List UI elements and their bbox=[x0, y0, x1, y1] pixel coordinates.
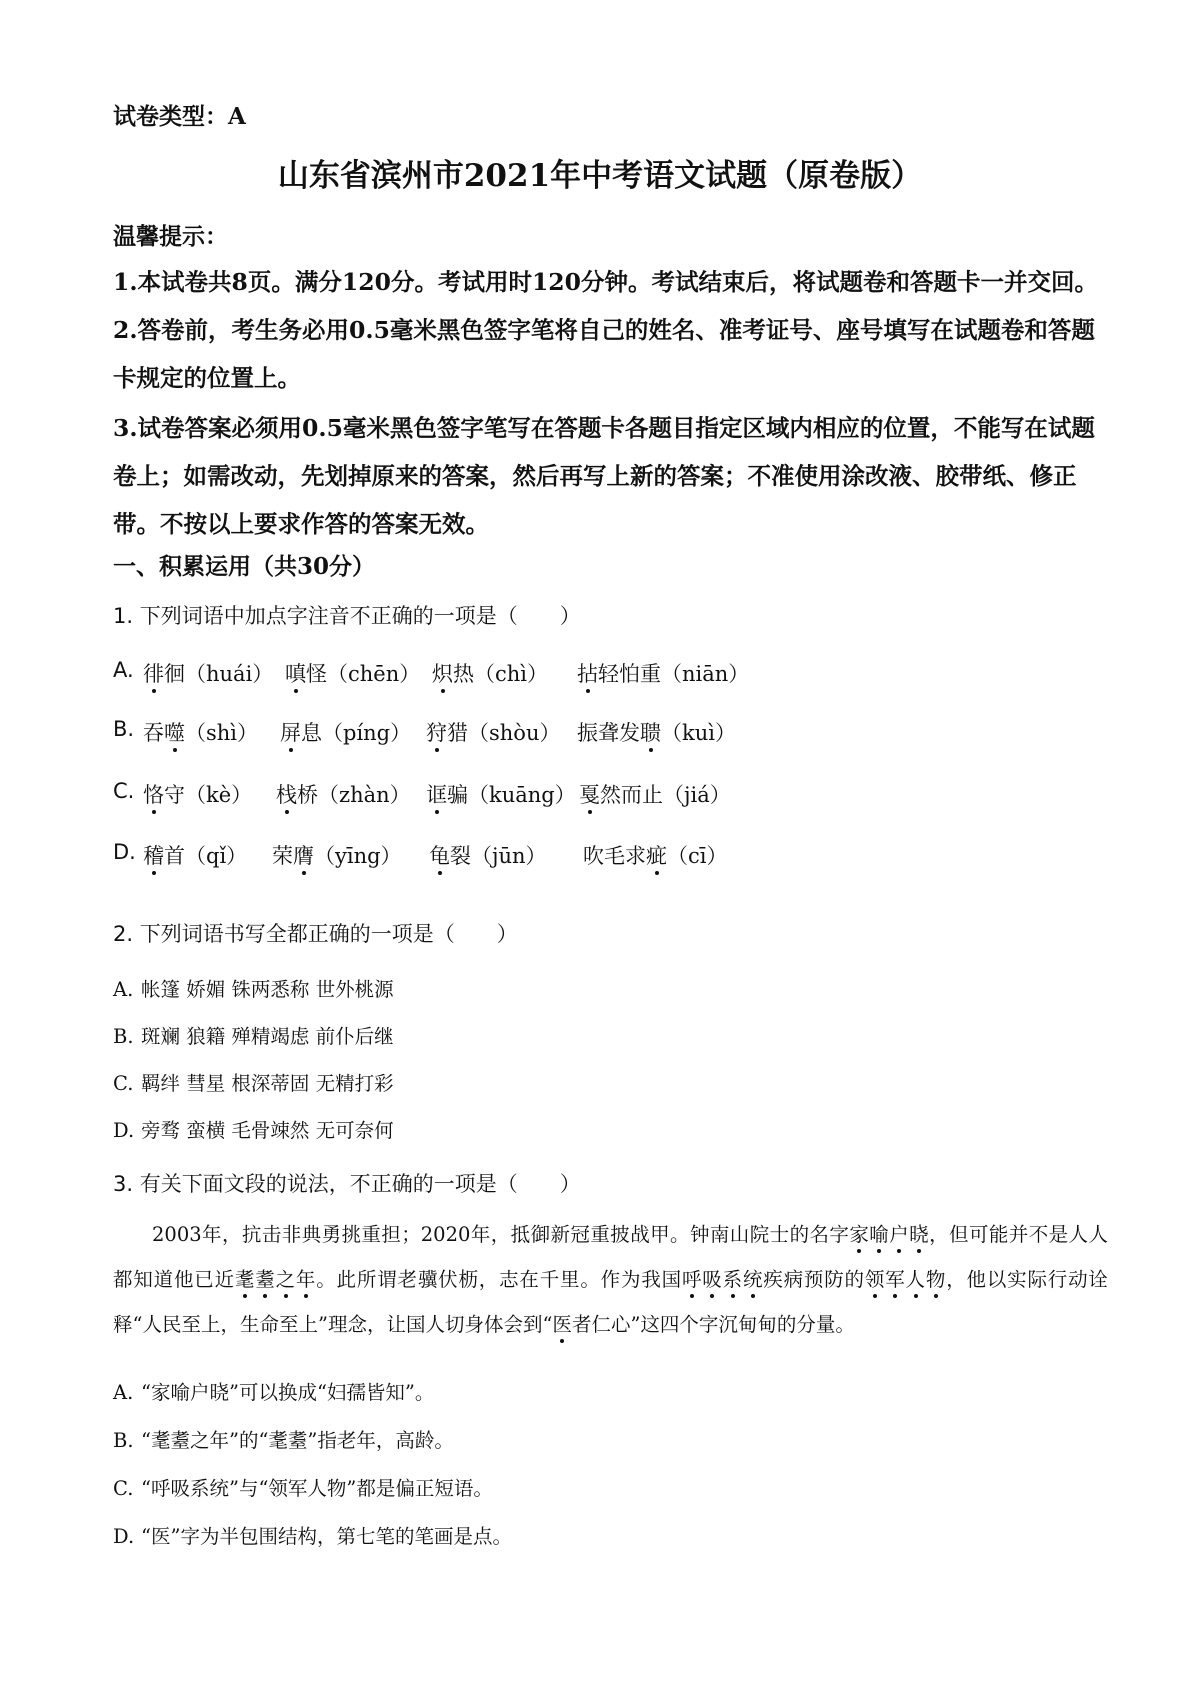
option-letter: C. bbox=[113, 779, 135, 803]
dotted-char: 戛 bbox=[579, 783, 600, 807]
dotted-char: 家 bbox=[849, 1223, 870, 1246]
dotted-char: 疵 bbox=[646, 844, 667, 868]
dotted-char: 龟 bbox=[429, 844, 450, 868]
q3-stem: 3. 有关下面文段的说法，不正确的一项是（ ） bbox=[113, 1172, 581, 1196]
dotted-char: 栈 bbox=[276, 783, 297, 807]
word-part: 猎（shòu） bbox=[447, 721, 561, 745]
word-part: （yīng） bbox=[314, 844, 402, 868]
page-title: 山东省滨州市2021年中考语文试题（原卷版） bbox=[277, 158, 923, 194]
q2-option-a bbox=[113, 974, 394, 1002]
option-text: 旁骛 蛮横 毛骨竦然 无可奈何 bbox=[141, 1119, 394, 1142]
dotted-char: 耋 bbox=[255, 1268, 276, 1291]
q1-option-c bbox=[113, 779, 731, 807]
option-letter: A. bbox=[113, 1381, 134, 1404]
dotted-char: 嗔 bbox=[285, 662, 306, 686]
option-letter: A. bbox=[113, 658, 134, 682]
word-part: 桥（zhàn） bbox=[297, 783, 411, 807]
q1-word bbox=[143, 779, 252, 809]
word-part: 息（píng） bbox=[301, 721, 412, 745]
q1-word bbox=[429, 840, 547, 870]
passage-dotted bbox=[865, 1268, 946, 1291]
dotted-char: 军 bbox=[885, 1268, 906, 1291]
dotted-char: 年 bbox=[295, 1268, 317, 1291]
option-text: 帐篷 娇媚 铢两悉称 世外桃源 bbox=[141, 978, 394, 1001]
dotted-char: 喻 bbox=[869, 1223, 890, 1246]
q3-option-b bbox=[113, 1425, 454, 1453]
option-text: “耄耋之年”的“耄耋”指老年，高龄。 bbox=[141, 1429, 454, 1452]
option-text: 羁绊 彗星 根深蒂固 无精打彩 bbox=[141, 1072, 394, 1095]
q1-option-b bbox=[113, 717, 736, 745]
option-letter: B. bbox=[113, 1429, 134, 1452]
dotted-char: 物 bbox=[925, 1268, 947, 1291]
q1-word bbox=[579, 779, 731, 809]
dotted-char: 屏 bbox=[280, 721, 301, 745]
q1-word bbox=[280, 717, 411, 747]
word-part: （shì） bbox=[185, 721, 259, 745]
option-letter: C. bbox=[113, 1072, 134, 1095]
passage-text: 2003年，抗击非典勇挑重担；2020年，抵御新冠重披战甲。钟南山院士的名字 bbox=[152, 1223, 850, 1246]
dotted-char: 耄 bbox=[234, 1268, 256, 1291]
q2-option-b bbox=[113, 1021, 394, 1049]
q1-word bbox=[276, 779, 411, 809]
notice-item-3: 3.试卷答案必须用0.5毫米黑色签字笔写在答题卡各题目指定区域内相应的位置，不能写在试题卷上；如需改动，先划掉原来的答案，然后再写上新的答案；不准使用涂改液、胶带纸、修正带。不按以上要求作答的答案无效。 bbox=[113, 414, 1095, 538]
word-part: 裂（jūn） bbox=[450, 844, 547, 868]
q1-word bbox=[577, 717, 736, 747]
option-text: 斑斓 狼籍 殚精竭虑 前仆后继 bbox=[141, 1025, 394, 1048]
passage-text: 者仁心”这四个字沉甸甸的分量。 bbox=[571, 1313, 855, 1336]
paper-type: 试卷类型：A bbox=[113, 103, 246, 130]
option-letter: D. bbox=[113, 1119, 135, 1142]
q1-stem: 1. 下列词语中加点字注音不正确的一项是（ ） bbox=[113, 604, 581, 628]
dotted-char: 统 bbox=[742, 1268, 764, 1291]
q1-word bbox=[143, 658, 273, 688]
dotted-char: 呼 bbox=[681, 1268, 703, 1291]
q3-passage bbox=[113, 1212, 1108, 1347]
passage-dotted bbox=[235, 1268, 316, 1291]
word-part: 怪（chēn） bbox=[306, 662, 421, 686]
dotted-char: 晓 bbox=[909, 1223, 930, 1246]
word-part: （kuì） bbox=[661, 721, 736, 745]
q1-word bbox=[285, 658, 420, 688]
option-text: “呼吸系统”与“领军人物”都是偏正短语。 bbox=[141, 1477, 493, 1500]
word-part: 振聋发 bbox=[577, 721, 640, 745]
passage-text: ，但可能并不是人人都知道他已近 bbox=[113, 1223, 1108, 1291]
dotted-char: 恪 bbox=[143, 783, 164, 807]
q1-word bbox=[426, 717, 560, 747]
option-letter: A. bbox=[113, 978, 134, 1001]
dotted-char: 聩 bbox=[640, 721, 661, 745]
q1-word bbox=[583, 840, 727, 870]
dotted-char: 户 bbox=[889, 1223, 910, 1246]
q3-option-c bbox=[113, 1473, 493, 1501]
dotted-char: 炽 bbox=[432, 662, 453, 686]
word-part: 然而止（jiá） bbox=[600, 783, 731, 807]
q3-option-a bbox=[113, 1377, 434, 1405]
dotted-char: 拈 bbox=[577, 662, 598, 686]
passage-dotted bbox=[552, 1313, 572, 1336]
option-letter: D. bbox=[113, 840, 136, 864]
word-part: 守（kè） bbox=[164, 783, 253, 807]
q2-option-d bbox=[113, 1115, 394, 1143]
notice-label: 温馨提示： bbox=[113, 223, 228, 250]
q1-option-a bbox=[113, 658, 750, 686]
passage-dotted bbox=[682, 1268, 763, 1291]
option-letter: B. bbox=[113, 1025, 134, 1048]
option-text: “家喻户晓”可以换成“妇孺皆知”。 bbox=[141, 1381, 435, 1404]
dotted-char: 诓 bbox=[426, 783, 447, 807]
word-part: 骗（kuāng） bbox=[447, 783, 576, 807]
option-text: “医”字为半包围结构，第七笔的笔画是点。 bbox=[141, 1525, 512, 1548]
option-letter: D. bbox=[113, 1525, 135, 1548]
dotted-char: 稽 bbox=[143, 844, 164, 868]
word-part: 徊（huái） bbox=[164, 662, 274, 686]
word-part: 吹毛求 bbox=[583, 844, 646, 868]
word-part: （cī） bbox=[667, 844, 728, 868]
notice-item-1: 1.本试卷共8页。满分120分。考试用时120分钟。考试结束后，将试题卷和答题卡一并交回。 bbox=[113, 268, 1098, 296]
q1-word bbox=[143, 717, 258, 747]
passage-text: ，他以实际行动诠释“人民至上，生命至上”理念，让国人切身体会到“ bbox=[113, 1268, 1108, 1336]
word-part: 荣 bbox=[272, 844, 293, 868]
dotted-char: 噬 bbox=[164, 721, 185, 745]
dotted-char: 系 bbox=[722, 1268, 743, 1291]
dotted-char: 吸 bbox=[702, 1268, 723, 1291]
word-part: 轻怕重（niān） bbox=[598, 662, 750, 686]
dotted-char: 领 bbox=[864, 1268, 886, 1291]
word-part: 吞 bbox=[143, 721, 164, 745]
dotted-char: 之 bbox=[275, 1268, 296, 1291]
dotted-char: 徘 bbox=[143, 662, 164, 686]
q1-word bbox=[432, 658, 548, 688]
q1-option-d bbox=[113, 840, 728, 868]
passage-text: 疾病预防的 bbox=[763, 1268, 865, 1291]
passage-text: 。此所谓老骥伏枥，志在千里。作为我国 bbox=[316, 1268, 682, 1291]
q1-word bbox=[577, 658, 749, 688]
option-letter: B. bbox=[113, 717, 135, 741]
q1-word bbox=[426, 779, 576, 809]
q3-option-d bbox=[113, 1521, 512, 1549]
passage-dotted bbox=[849, 1223, 929, 1246]
dotted-char: 膺 bbox=[293, 844, 314, 868]
section-heading: 一、积累运用（共30分） bbox=[113, 553, 376, 580]
q2-option-c bbox=[113, 1068, 394, 1096]
dotted-char: 狩 bbox=[426, 721, 447, 745]
dotted-char: 人 bbox=[905, 1268, 926, 1291]
q1-word bbox=[272, 840, 402, 870]
word-part: 首（qǐ） bbox=[164, 844, 248, 868]
dotted-char: 医 bbox=[552, 1313, 572, 1336]
option-letter: C. bbox=[113, 1477, 134, 1500]
q1-word bbox=[143, 840, 247, 870]
notice-item-2: 2.答卷前，考生务必用0.5毫米黑色签字笔将自己的姓名、准考证号、座号填写在试题卷和答题卡规定的位置上。 bbox=[113, 316, 1095, 392]
word-part: 热（chì） bbox=[453, 662, 549, 686]
q2-stem: 2. 下列词语书写全都正确的一项是（ ） bbox=[113, 922, 518, 946]
